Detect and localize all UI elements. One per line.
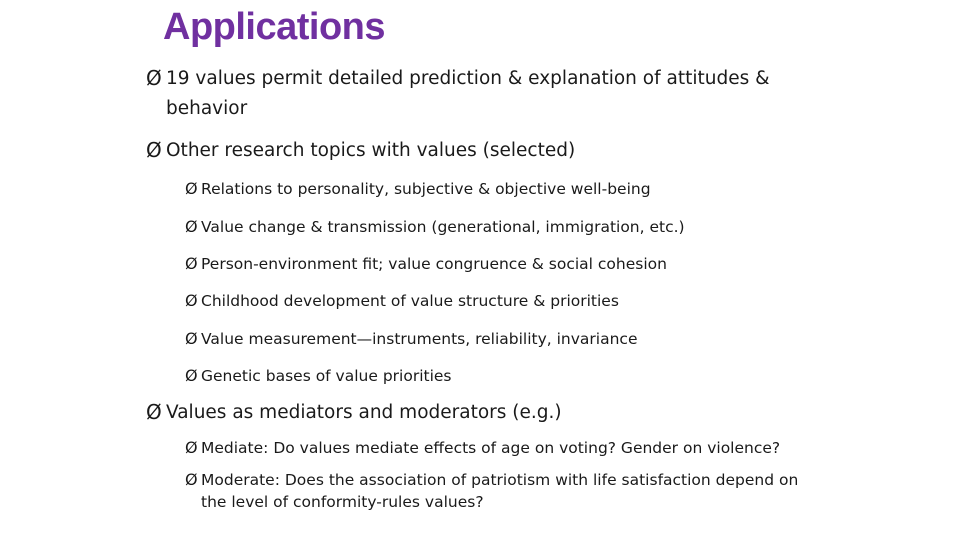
bullet-text: 19 values permit detailed prediction & explanation of attitudes & behavior (166, 68, 770, 119)
arrow-bullet-icon: Ø (146, 400, 162, 424)
bullet-item (146, 136, 826, 166)
sub-bullet-item (185, 469, 825, 513)
sub-bullet-item (185, 365, 825, 387)
arrow-bullet-icon: Ø (185, 291, 198, 310)
sub-bullet-text: Childhood development of value structure & priorities (201, 292, 619, 310)
arrow-bullet-icon: Ø (185, 366, 198, 385)
sub-bullet-item (185, 328, 825, 350)
arrow-bullet-icon: Ø (185, 438, 198, 457)
bullet-text: Values as mediators and moderators (e.g.) (166, 402, 562, 423)
slide-title: Applications (163, 6, 386, 48)
sub-bullet-text: Person-environment fit; value congruence & social cohesion (201, 255, 667, 273)
arrow-bullet-icon: Ø (185, 179, 198, 198)
sub-bullet-text: Value measurement—instruments, reliability, invariance (201, 330, 638, 348)
arrow-bullet-icon: Ø (185, 217, 198, 236)
bullet-item (146, 64, 826, 124)
sub-bullet-item (185, 253, 825, 275)
sub-bullet-text: Genetic bases of value priorities (201, 367, 452, 385)
sub-bullet-item (185, 216, 825, 238)
sub-bullet-item (185, 290, 825, 312)
sub-bullet-text: Relations to personality, subjective & objective well-being (201, 180, 651, 198)
sub-bullet-text: Moderate: Does the association of patriotism with life satisfaction depend on the level of conformity-rules values? (201, 471, 799, 511)
sub-bullet-item (185, 178, 825, 200)
bullet-text: Other research topics with values (selected) (166, 140, 576, 161)
arrow-bullet-icon: Ø (185, 329, 198, 348)
sub-bullet-text: Mediate: Do values mediate effects of age on voting? Gender on violence? (201, 439, 781, 457)
bullet-item (146, 398, 826, 428)
arrow-bullet-icon: Ø (185, 254, 198, 273)
arrow-bullet-icon: Ø (185, 470, 198, 489)
arrow-bullet-icon: Ø (146, 138, 162, 162)
arrow-bullet-icon: Ø (146, 66, 162, 90)
sub-bullet-text: Value change & transmission (generational, immigration, etc.) (201, 218, 685, 236)
sub-bullet-item (185, 437, 825, 459)
